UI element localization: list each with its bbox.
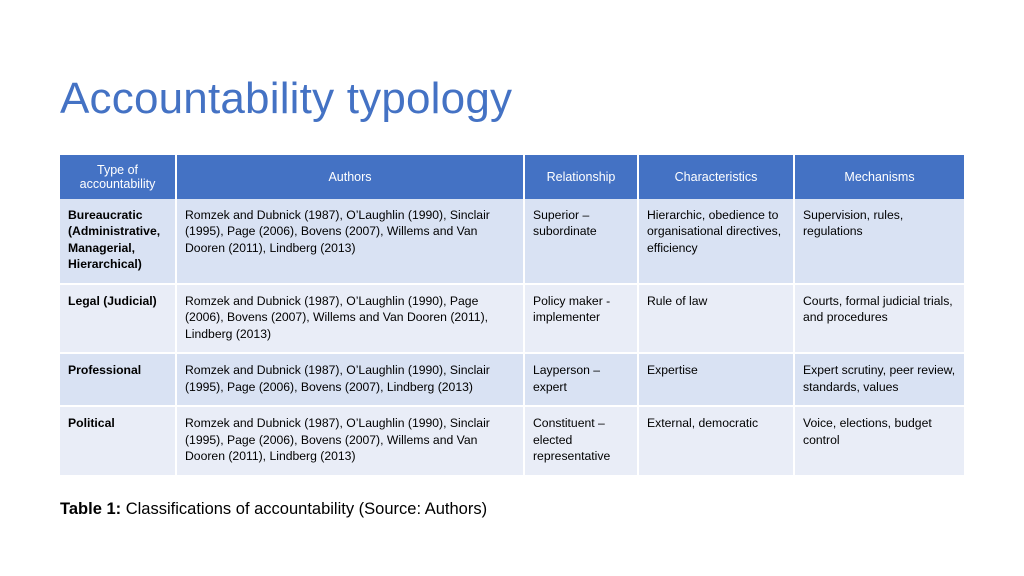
cell-type: Professional (60, 353, 176, 406)
cell-authors: Romzek and Dubnick (1987), O’Laughlin (1990), Sinclair (1995), Page (2006), Bovens (2007), Willems and Van Dooren (2011), Lindberg (2013) (176, 406, 524, 475)
cell-type: Political (60, 406, 176, 475)
cell-authors: Romzek and Dubnick (1987), O’Laughlin (1990), Page (2006), Bovens (2007), Willems and Van Dooren (2011), Lindberg (2013) (176, 284, 524, 353)
cell-characteristics: Rule of law (638, 284, 794, 353)
table-row (60, 199, 964, 284)
cell-relationship: Layperson – expert (524, 353, 638, 406)
table-caption (60, 500, 487, 519)
accountability-typology-table (60, 155, 964, 477)
cell-mechanisms: Expert scrutiny, peer review, standards, values (794, 353, 964, 406)
cell-relationship: Superior – subordinate (524, 199, 638, 284)
table-row (60, 353, 964, 406)
cell-characteristics: Hierarchic, obedience to organisational directives, efficiency (638, 199, 794, 284)
table-row (60, 406, 964, 475)
column-header-characteristics: Characteristics (638, 155, 794, 199)
cell-authors: Romzek and Dubnick (1987), O’Laughlin (1990), Sinclair (1995), Page (2006), Bovens (2007), Willems and Van Dooren (2011), Lindberg (2013) (176, 199, 524, 284)
column-header-mechanisms: Mechanisms (794, 155, 964, 199)
cell-characteristics: Expertise (638, 353, 794, 406)
page-title: Accountability typology (60, 74, 513, 123)
column-header-type: Type of accountability (60, 155, 176, 199)
cell-mechanisms: Supervision, rules, regulations (794, 199, 964, 284)
cell-authors: Romzek and Dubnick (1987), O’Laughlin (1990), Sinclair (1995), Page (2006), Bovens (2007), Lindberg (2013) (176, 353, 524, 406)
column-header-relationship: Relationship (524, 155, 638, 199)
cell-characteristics: External, democratic (638, 406, 794, 475)
cell-type: Bureaucratic (Administrative, Managerial, Hierarchical) (60, 199, 176, 284)
column-header-authors: Authors (176, 155, 524, 199)
cell-mechanisms: Courts, formal judicial trials, and procedures (794, 284, 964, 353)
caption-label: Table 1: (60, 500, 122, 518)
cell-relationship: Constituent – elected representative (524, 406, 638, 475)
cell-type: Legal (Judicial) (60, 284, 176, 353)
caption-text: Classifications of accountability (Source: Authors) (121, 500, 488, 518)
cell-mechanisms: Voice, elections, budget control (794, 406, 964, 475)
table-header-row (60, 155, 964, 199)
table-row (60, 284, 964, 353)
cell-relationship: Policy maker - implementer (524, 284, 638, 353)
